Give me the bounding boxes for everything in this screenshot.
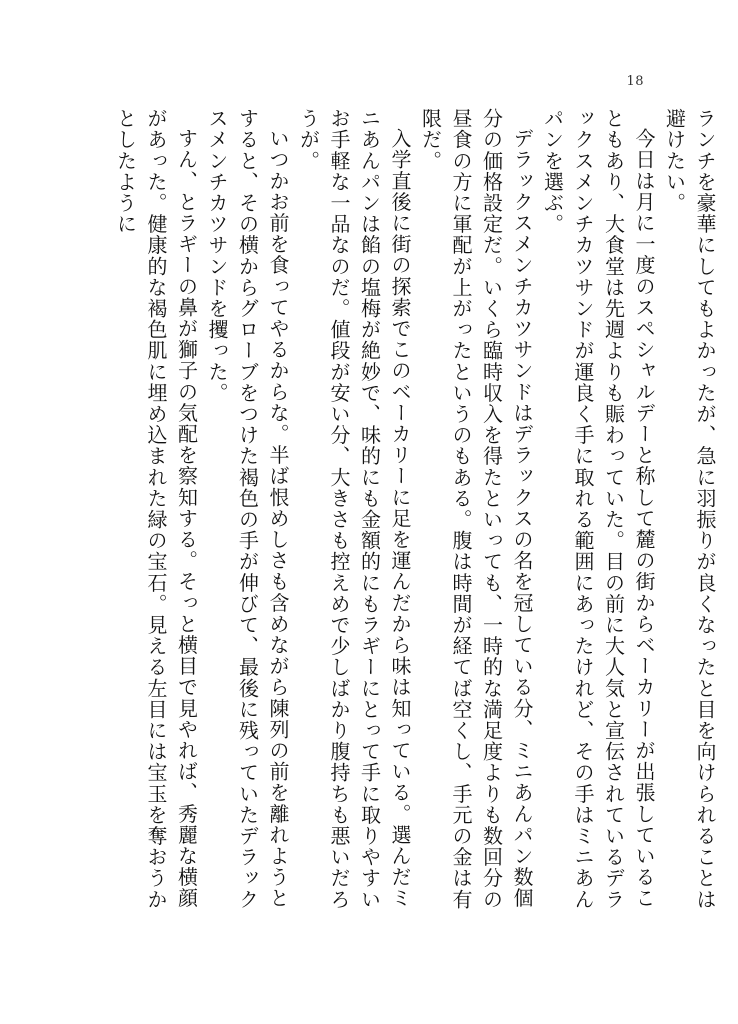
paragraph-2: 今日は月に一度のスペシャルデーと称して麓の街からベーカリーが出張していることもあり、大食堂は先週よりも賑わっていた。目の前に大人気と宣伝されているデラックスメンチカツサンドが運良く手に取れる範囲にあったけれど、その手はミニあんパンを選ぶ。: [540, 108, 656, 910]
vertical-text-column: [110, 108, 720, 928]
paragraph-5: いつかお前を食ってやるからな。半ば恨めしさも含めながら陳列の前を離れようとすると、その横からグローブをつけた褐色の手が伸びて、最後に残っていたデラックスメンチカツサンドを攫った。: [205, 108, 290, 910]
paragraph-3: デラックスメンチカツサンドはデラックスの名を冠している分、ミニあんパン数個分の価格設定だ。いくら臨時収入を得たといっても、一時的な満足度よりも数回分の昼食の方に軍配が上がったというのもある。腹は時間が経てば空くし、手元の金は有限だ。: [418, 108, 534, 910]
paragraph-1: ランチを豪華にしてもよかったが、急に羽振りが良くなったと目を向けられることは避けたい。: [662, 108, 717, 910]
body-text-block: [110, 108, 717, 928]
page-number: 18: [626, 74, 644, 89]
paragraph-6: すん、とラギーの鼻が獅子の気配を察知する。そっと横目で見やれば、秀麗な横顔があった。健康的な褐色肌に埋め込まれた緑の宝石。見える左目には宝玉を奪おうかとしたように: [113, 108, 199, 910]
paragraph-4: 入学直後に街の探索でこのベーカリーに足を運んだから味は知っている。選んだミニあんパンは餡の塩梅が絶妙で、味的にも金額的にもラギーにとって手に取りやすいお手軽な一品なのだ。値段が安い分、大きさも控えめで少しばかり腹持ちも悪いだろうが。: [296, 108, 412, 910]
